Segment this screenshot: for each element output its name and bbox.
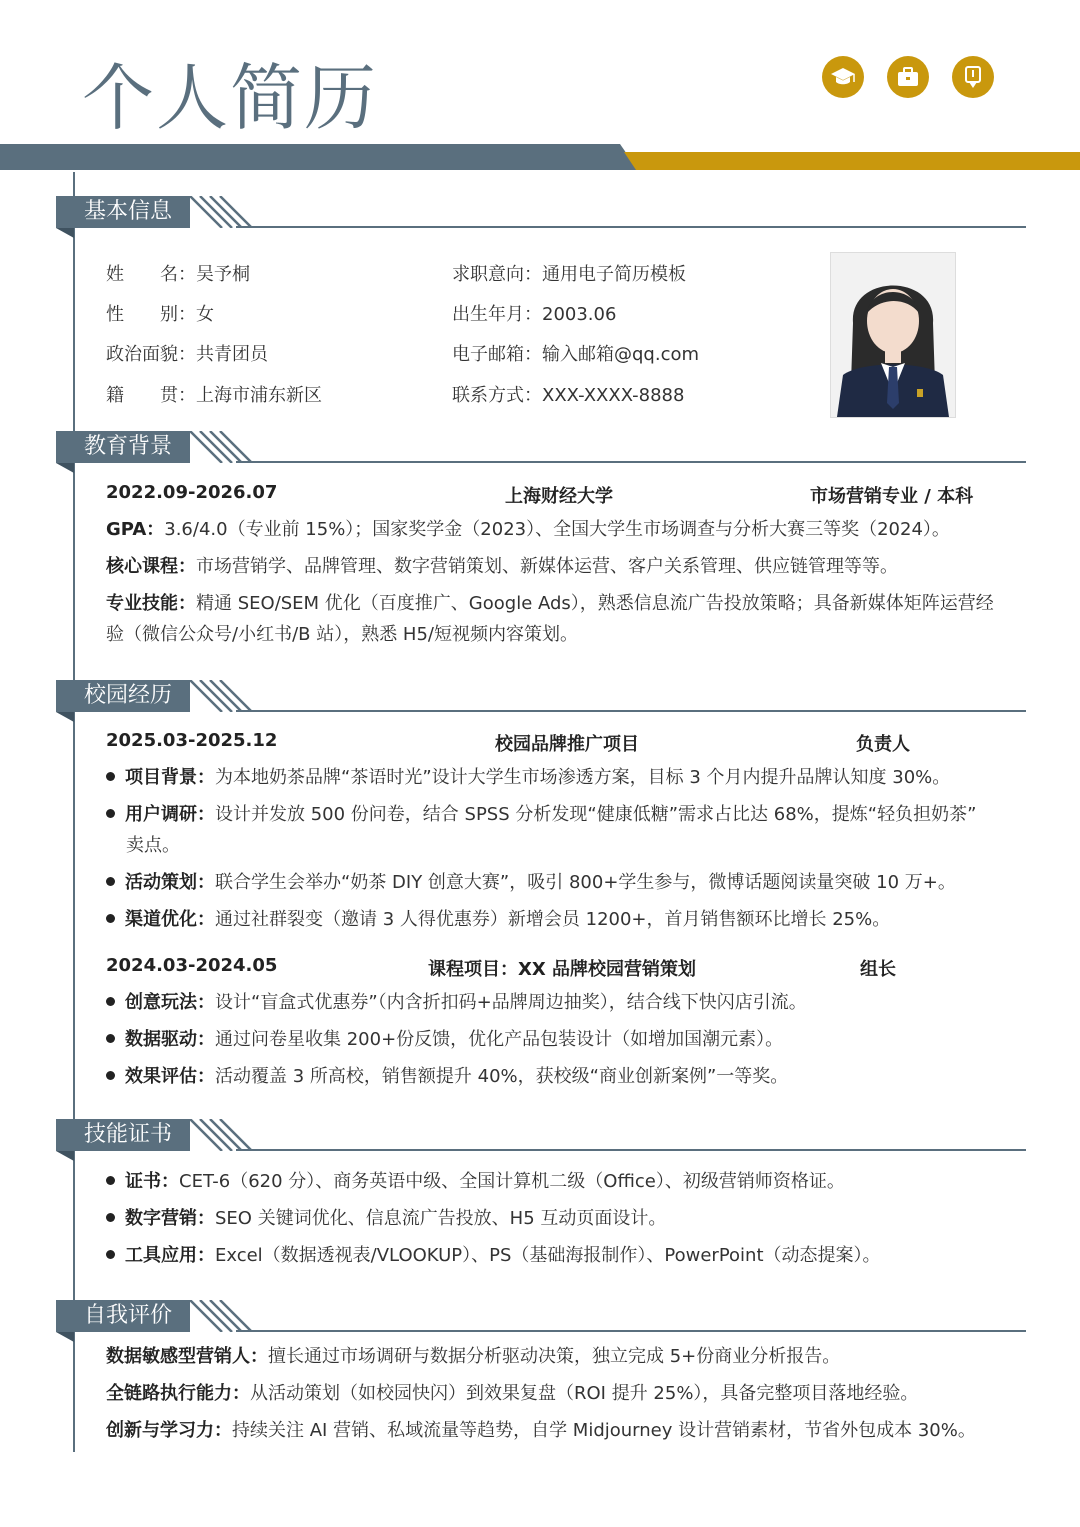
graduation-cap-icon — [822, 56, 864, 98]
edu-gpa: GPA：3.6/4.0（专业前 15%）；国家奖学金（2023）、全国大学生市场调查与分析大赛三等奖（2024）。 — [106, 519, 950, 540]
edu-period: 2022.09-2026.07 — [106, 482, 278, 503]
section-header-skills — [56, 1119, 1036, 1167]
list-item-cont: 卖点。 — [126, 835, 180, 856]
info-gender: 性 别：女 — [106, 304, 214, 325]
edu-school: 上海财经大学 — [505, 486, 613, 507]
info-politics: 政治面貌：共青团员 — [106, 344, 268, 365]
page-title: 个人简历 — [82, 56, 379, 140]
list-item: 效果评估：活动覆盖 3 所高校，销售额提升 40%，获校级“商业创新案例”一等奖。 — [106, 1061, 788, 1093]
campus-role: 组长 — [860, 959, 896, 980]
section-title: 基本信息 — [56, 196, 190, 228]
list-item: 数据驱动：通过问卷星收集 200+份反馈，优化产品包装设计（如增加国潮元素）。 — [106, 1024, 783, 1056]
campus-period: 2024.03-2024.05 — [106, 955, 278, 976]
timeline-line — [73, 172, 75, 1452]
campus-project: 校园品牌推广项目 — [495, 734, 639, 755]
info-birth: 出生年月：2003.06 — [452, 304, 617, 325]
briefcase-icon — [887, 56, 929, 98]
info-intent: 求职意向：通用电子简历模板 — [452, 264, 686, 285]
list-item: 用户调研：设计并发放 500 份问卷，结合 SPSS 分析发现“健康低糖”需求占比达 68%，提炼“轻负担奶茶” — [106, 799, 976, 831]
list-item: 工具应用：Excel（数据透视表/VLOOKUP）、PS（基础海报制作）、PowerPoint（动态提案）。 — [106, 1240, 881, 1272]
list-item: 数字营销：SEO 关键词优化、信息流广告投放、H5 互动页面设计。 — [106, 1203, 666, 1235]
section-title: 自我评价 — [56, 1300, 190, 1332]
edu-courses: 核心课程：市场营销学、品牌管理、数字营销策划、新媒体运营、客户关系管理、供应链管理等等。 — [106, 556, 898, 577]
edu-skills: 专业技能：精通 SEO/SEM 优化（百度推广、Google Ads），熟悉信息流广告投放策略；具备新媒体矩阵运营经 — [106, 593, 994, 614]
self-eval-item: 创新与学习力：持续关注 AI 营销、私域流量等趋势，自学 Midjourney 设计营销素材，节省外包成本 30%。 — [106, 1420, 976, 1441]
section-header-education — [56, 431, 1036, 479]
edu-major: 市场营销专业 / 本科 — [810, 486, 974, 507]
header-band — [0, 144, 1080, 174]
info-origin: 籍 贯：上海市浦东新区 — [106, 385, 322, 406]
self-eval-item: 数据敏感型营销人：擅长通过市场调研与数据分析驱动决策，独立完成 5+份商业分析报告。 — [106, 1346, 841, 1367]
campus-project: 课程项目：XX 品牌校园营销策划 — [428, 959, 697, 980]
edu-skills-cont: 验（微信公众号/小红书/B 站），熟悉 H5/短视频内容策划。 — [106, 624, 578, 645]
list-item: 渠道优化：通过社群裂变（邀请 3 人得优惠券）新增会员 1200+，首月销售额环比增长 25%。 — [106, 904, 890, 936]
list-item: 证书：CET-6（620 分）、商务英语中级、全国计算机二级（Office）、初级营销师资格证。 — [106, 1166, 845, 1198]
list-item: 项目背景：为本地奶茶品牌“茶语时光”设计大学生市场渗透方案，目标 3 个月内提升品牌认知度 30%。 — [106, 762, 950, 794]
list-item: 创意玩法：设计“盲盒式优惠券”（内含折扣码+品牌周边抽奖），结合线下快闪店引流。 — [106, 987, 807, 1019]
certificate-icon — [952, 56, 994, 98]
list-item: 活动策划：联合学生会举办“奶茶 DIY 创意大赛”，吸引 800+学生参与，微博话题阅读量突破 10 万+。 — [106, 867, 956, 899]
section-title: 教育背景 — [56, 431, 190, 463]
info-email: 电子邮箱：输入邮箱@qq.com — [452, 344, 700, 365]
section-header-campus — [56, 680, 1036, 728]
info-phone: 联系方式：XXX-XXXX-8888 — [452, 385, 685, 406]
campus-role: 负责人 — [856, 734, 910, 755]
section-header-basic — [56, 196, 1036, 244]
section-title: 校园经历 — [56, 680, 190, 712]
profile-photo — [830, 252, 956, 418]
campus-period: 2025.03-2025.12 — [106, 730, 278, 751]
info-name: 姓 名：吴予桐 — [106, 264, 250, 285]
section-title: 技能证书 — [56, 1119, 190, 1151]
self-eval-item: 全链路执行能力：从活动策划（如校园快闪）到效果复盘（ROI 提升 25%），具备完整项目落地经验。 — [106, 1383, 919, 1404]
